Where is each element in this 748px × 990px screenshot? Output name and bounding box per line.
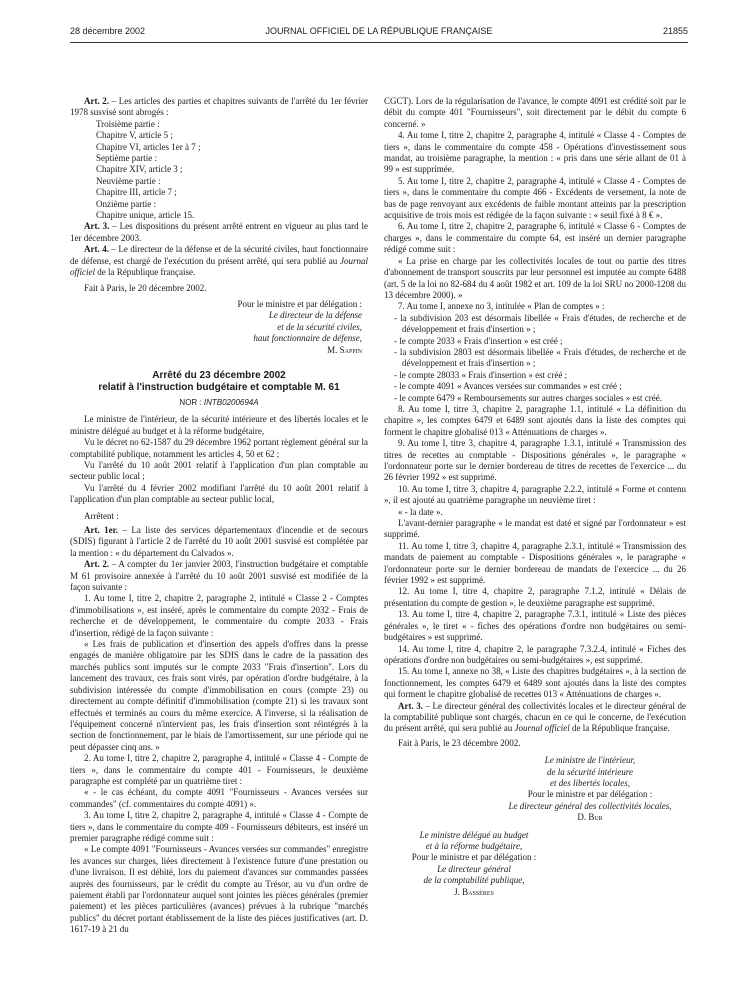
signatory-name: J. Bassères bbox=[454, 886, 494, 897]
quote: « - le cas échéant, du compte 4091 "Fournisseurs - Avances versées sur commandes" (cf. commentaires du compte 4091) ». bbox=[70, 787, 368, 809]
item-3: 3. Au tome I, titre 2, chapitre 2, paragraphe 4, intitulé « Classe 4 - Compte de tiers », dans le commentaire du compte 409 - Fournisseurs débiteurs, est inséré un premier paragraphe rédigé comme suit : bbox=[70, 810, 368, 843]
list-item: - le compte 2033 « Frais d'insertion » est créé ; bbox=[394, 335, 563, 346]
item-14: 14. Au tome I, titre 4, chapitre 2, le paragraphe 7.3.2.4, intitulé « Fiches des opérations d'ordre non budgétaires ou semi-budgétaires », est supprimé. bbox=[384, 643, 686, 665]
list-item: - le compte 4091 « Avances versées sur commandes » est créé ; bbox=[394, 381, 622, 392]
list-item: Septième partie : bbox=[96, 153, 157, 164]
list-item: - le compte 6479 « Remboursements sur autres charges sociales » est créé. bbox=[394, 392, 663, 403]
list-item: Onzième partie : bbox=[96, 198, 156, 209]
list-item: Troisième partie : bbox=[96, 118, 160, 129]
list-item: - la subdivision 2803 est désormais libellée « Frais d'études, de recherche et de développement et frais d'insertion » ; bbox=[394, 346, 686, 369]
visa: Vu l'arrêté du 10 août 2001 relatif à l'application d'un plan comptable au secteur public local ; bbox=[70, 459, 368, 482]
list-item: - la subdivision 203 est désormais libellée « Frais d'études, de recherche et de développement et frais d'insertion » ; bbox=[394, 312, 686, 335]
item-2: 2. Au tome I, titre 2, chapitre 2, paragraphe 4, intitulé « Classe 4 - Compte de tiers », dans le commentaire du compte 401 - Fournisseurs, le deuxième paragraphe est complété par un quatrième tiret : bbox=[70, 753, 368, 786]
signature-date: Fait à Paris, le 20 décembre 2002. bbox=[84, 282, 207, 293]
right-column bbox=[384, 96, 686, 898]
preamble: Le ministre de l'intérieur, de la sécurité intérieure et des libertés locales et le ministre délégué au budget et à la réforme budgétaire, bbox=[70, 414, 368, 436]
signature-date: Fait à Paris, le 23 décembre 2002. bbox=[398, 737, 521, 748]
list-item: Neuvième partie : bbox=[96, 175, 161, 186]
page-header bbox=[70, 26, 688, 40]
item-5: 5. Au tome I, titre 2, chapitre 2, paragraphe 4, intitulé « Classe 4 - Comptes de tiers », dans le commentaire du compte 466 - Excédents de versement, la note de bas de page renvoyant aux excédents de faible montant atteints par la prescription acquisitive de trois mois est rédigée de la façon suivante : « seuil fixé à 8 € ». bbox=[384, 175, 686, 221]
signature-block: Le ministre de l'intérieur, de la sécurité intérieure et des libertés locales, Pour le ministre et par délégation : Le directeur général des collectivités locales, D. Bur bbox=[384, 755, 686, 823]
item-12: 12. Au tome I, titre 4, chapitre 2, paragraphe 7.1.2, intitulé « Délais de présentation du compte de gestion », le deuxième paragraphe est supprimé. bbox=[384, 586, 686, 608]
item-13: 13. Au tome I, titre 4, chapitre 2, paragraphe 7.3.1, intitulé « Liste des pièces générales », le tiret « - fiches des opérations d'ordre non budgétaires ou semi-budgétaires » est supprimé. bbox=[384, 609, 686, 643]
article-1: Art. 1er. – La liste des services départementaux d'incendie et de secours (SDIS) figurant à l'article 2 de l'arrêté du 10 août 2001 susvisé est complétée par la mention : « du département du Calvados ». bbox=[70, 525, 368, 558]
arretent: Arrêtent : bbox=[84, 510, 119, 521]
list-item: - le compte 28033 « Frais d'insertion » est créé ; bbox=[394, 369, 568, 380]
visa: Vu le décret no 62-1587 du 29 décembre 1962 portant règlement général sur la comptabilité publique, notamment les articles 4, 50 et 62 ; bbox=[70, 437, 368, 459]
item-1: 1. Au tome I, titre 2, chapitre 2, paragraphe 2, intitulé « Classe 2 - Comptes d'immobilisations », est inséré, après le commentaire du compte 2032 - Frais de recherche et de développement, le commentaire du compte 2033 - Frais d'insertion, rédigé de la façon suivante : bbox=[70, 593, 368, 638]
paragraph: CGCT). Lors de la régularisation de l'avance, le compte 4091 est crédité soit par le débit du compte 401 "Fournisseurs", soit directement par le débit du compte 6 concerné. » bbox=[384, 96, 686, 129]
article-2: Art. 2. – A compter du 1er janvier 2003, l'instruction budgétaire et comptable M 61 provisoire annexée à l'arrêté du 10 août 2001 susvisé est modifiée de la façon suivante : bbox=[70, 559, 368, 593]
article-4: Art. 4. – Le directeur de la défense et de la sécurité civiles, haut fonctionnaire de défense, est chargé de l'exécution du présent arrêté, qui sera publié au Journal officiel de la République française. bbox=[70, 244, 368, 278]
item-9: 9. Au tome I, titre 3, chapitre 4, paragraphe 1.3.1, intitulé « Transmission des titres de recettes au comptable - Dispositions générales », le paragraphe « l'ordonnateur porte sur le dernier bordereau de titres de recettes de l'exercice ... du 26 février 1992 » est supprimé. bbox=[384, 438, 686, 483]
quote: « Le compte 4091 "Fournisseurs - Avances versées sur commandes" enregistre les avances sur charges, liées directement à l'existence future d'une prestation ou d'une livraison. Il est débité, lors du paiement d'avances sur commandes passées auprès des fournisseurs, par le crédit du compte au Trésor, au vu d'un ordre de paiement établi par l'ordonnateur auquel sont jointes les pièces générales (premier paiement) et les pièces particulières (avances) prévues à la rubrique "marchés publics" du décret portant établissement de la liste des pièces justificatives (art. D. 1617-19 à 21 du bbox=[70, 844, 368, 935]
signatory-name: M. Sappin bbox=[327, 344, 362, 355]
signature-block: Le ministre délégué au budget et à la réforme budgétaire, Pour le ministre et par délégation : Le directeur général de la comptabilité publique, J. Bassères bbox=[384, 830, 554, 898]
nor-reference: NOR : INTB0200694A bbox=[179, 397, 259, 407]
article-2: Art. 2. – Les articles des parties et chapitres suivants de l'arrêté du 1er février 1978 susvisé sont abrogés : bbox=[70, 96, 368, 118]
header-rule bbox=[70, 42, 688, 43]
item-8: 8. Au tome I, titre 3, chapitre 2, paragraphe 1.1, intitulé « La définition du chapitre », les comptes 6479 et 6489 sont ajoutés dans la liste des comptes qui forment le chapitre globalisé 013 « Atténuations de charges ». bbox=[384, 403, 686, 437]
list-item: Chapitre VI, articles 1er à 7 ; bbox=[96, 141, 201, 152]
list-item: Chapitre unique, article 15. bbox=[96, 210, 195, 221]
signature-block: Pour le ministre et par délégation : Le directeur de la défense et de la sécurité civiles, haut fonctionnaire de défense, M. Sappin bbox=[70, 299, 368, 356]
header-date: 28 décembre 2002 bbox=[70, 26, 146, 36]
quote: « La prise en charge par les collectivités locales de tout ou partie des titres d'abonnement de transport souscrits par leur personnel est imputée au compte 6488 (art. 5 de la loi no 82-684 du 4 août 1982 et art. 109 de la loi SRU no 2000-1208 du 13 décembre 2000). » bbox=[384, 255, 686, 300]
signatory-name: D. Bur bbox=[577, 812, 603, 823]
list-item: Chapitre XIV, article 3 ; bbox=[96, 164, 183, 175]
item-4: 4. Au tome I, titre 2, chapitre 2, paragraphe 4, intitulé « Classe 4 - Comptes de tiers », dans le commentaire du compte 458 - Opérations d'investissement sous mandat, au troisième paragraphe, la mention : « pris dans une série allant de 01 à 99 » est supprimée. bbox=[384, 130, 686, 175]
article-3: Art. 3. – Le directeur général des collectivités locales et le directeur général de la comptabilité publique sont chargés, chacun en ce qui le concerne, de l'exécution du présent arrêté, qui sera publié au Journal officiel de la République française. bbox=[384, 700, 686, 734]
visa: Vu l'arrêté du 4 février 2002 modifiant l'arrêté du 10 août 2001 relatif à l'application d'un plan comptable au secteur public local, bbox=[70, 482, 368, 505]
quote: « - la date ». bbox=[398, 506, 443, 517]
item-6: 6. Au tome I, titre 2, chapitre 2, paragraphe 6, intitulé « Classe 6 - Comptes de charges », dans le commentaire du compte 64, est inséré un dernier paragraphe rédigé comme suit : bbox=[384, 221, 686, 255]
quote: « Les frais de publication et d'insertion des appels d'offres dans la presse engagés de manière obligatoire par les SDIS dans le cadre de la passation des marchés publics sont imputés sur le compte 2033 "Frais d'insertion". Lors du lancement des travaux, ces frais sont virés, par opération d'ordre budgétaire, à la subdivision intéressée du compte d'immobilisation en cours (compte 23) ou directement au compte définitif d'immobilisation (compte 21) si les travaux sont effectués et terminés au cours du même exercice. A l'inverse, si la réalisation de l'équipement concerné n'intervient pas, les frais d'insertion sont réintégrés à la section de fonctionnement, par le biais de l'amortissement, sur une période qui ne peut dépasser cinq ans. » bbox=[70, 639, 368, 752]
paragraph: L'avant-dernier paragraphe « le mandat est daté et signé par l'ordonnateur » est supprimé. bbox=[384, 518, 686, 540]
item-15: 15. Au tome I, annexe no 38, « Liste des chapitres budgétaires », à la section de fonctionnement, les comptes 6479 et 6489 sont ajoutés dans la liste des comptes qui forment le chapitre globalisé de recettes 013 « Atténuations de charges ». bbox=[384, 666, 686, 700]
header-journal-title: JOURNAL OFFICIEL DE LA RÉPUBLIQUE FRANÇAISE bbox=[265, 26, 493, 36]
item-7: 7. Au tome I, annexe no 3, intitulée « Plan de comptes » : bbox=[398, 301, 605, 312]
article-3: Art. 3. – Les dispositions du présent arrêté entrent en vigueur au plus tard le 1er décembre 2003. bbox=[70, 221, 368, 243]
item-11: 11. Au tome I, titre 3, chapitre 4, paragraphe 2.3.1, intitulé « Transmission des mandats de paiement au comptable - Dispositions générales », le paragraphe « l'ordonnateur porte sur le dernier bordereau de mandats de l'exercice ... du 26 février 1992 » est supprimé. bbox=[384, 540, 686, 586]
header-page-number: 21855 bbox=[662, 26, 688, 36]
list-item: Chapitre V, article 5 ; bbox=[96, 130, 173, 141]
decree-title: Arrêté du 23 décembre 2002 relatif à l'instruction budgétaire et comptable M. 61 bbox=[98, 369, 340, 393]
list-item: Chapitre III, article 7 ; bbox=[96, 187, 177, 198]
left-column bbox=[70, 96, 368, 936]
item-10: 10. Au tome I, titre 3, chapitre 4, paragraphe 2.2.2, intitulé « Forme et contenu », il est ajouté au quatrième paragraphe un neuvième tiret : bbox=[384, 483, 686, 506]
